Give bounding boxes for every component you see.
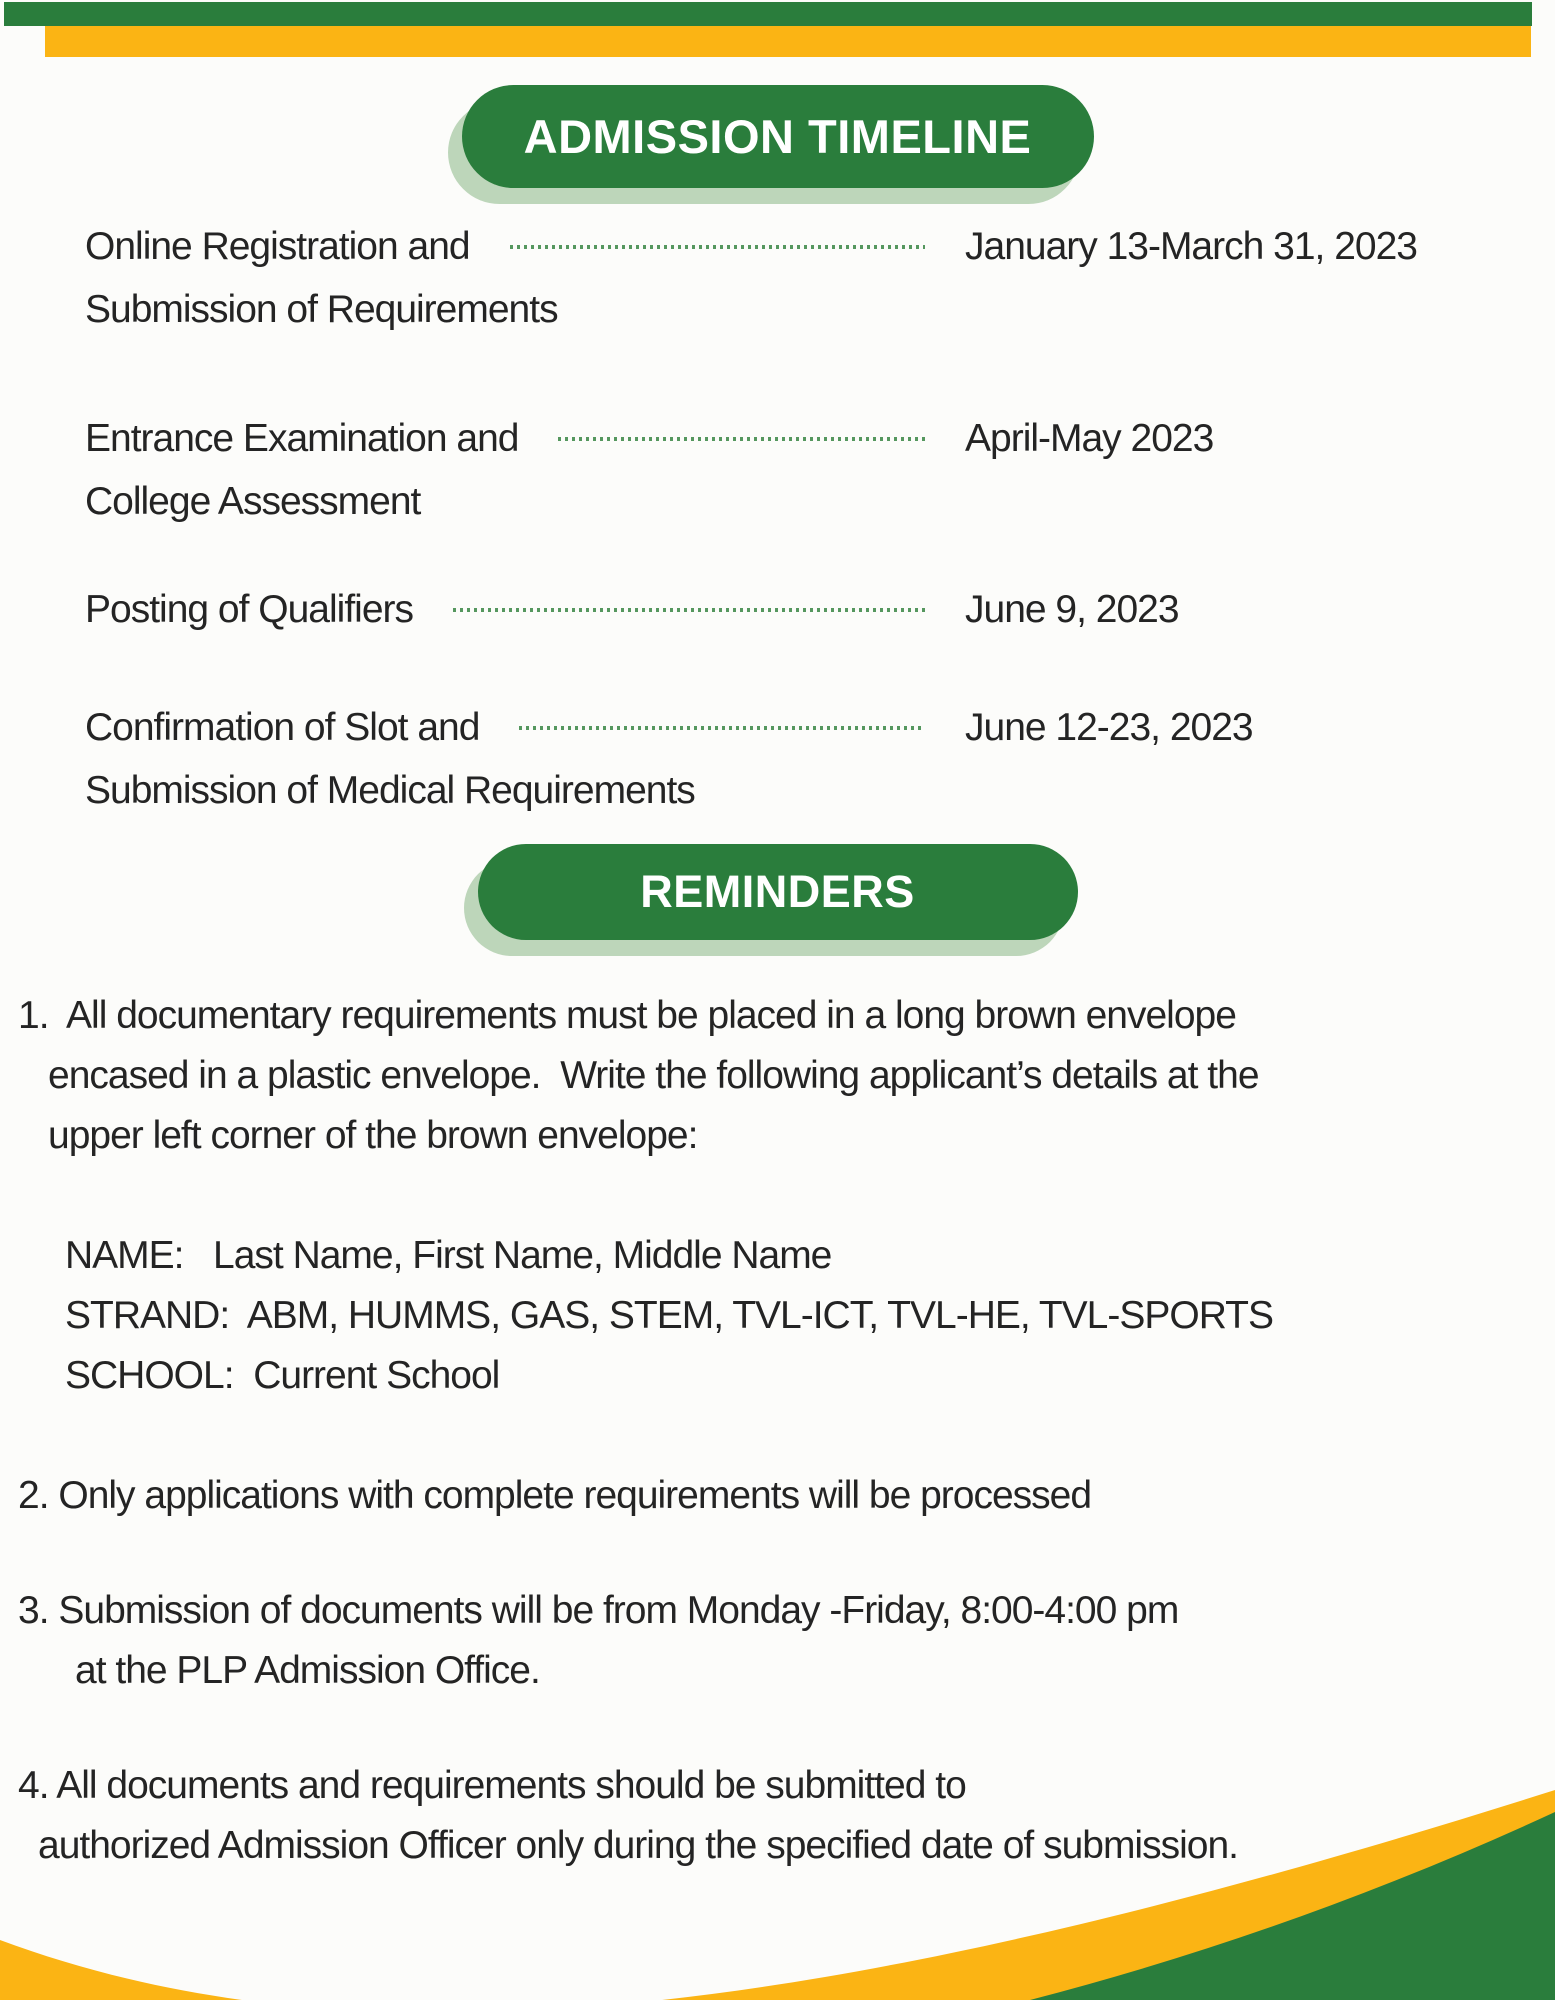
timeline-label-line2: College Assessment bbox=[85, 480, 421, 523]
envelope-strand-line: STRAND: ABM, HUMMS, GAS, STEM, TVL-ICT, TVL-HE, TVL-SPORTS bbox=[65, 1294, 1274, 1337]
dotted-leader bbox=[510, 245, 925, 249]
reminder-1-line2: encased in a plastic envelope. Write the following applicant’s details at the bbox=[48, 1054, 1259, 1097]
reminder-2-line1: 2. Only applications with complete requirements will be processed bbox=[18, 1474, 1092, 1517]
envelope-school-line: SCHOOL: Current School bbox=[65, 1354, 500, 1397]
reminders-list bbox=[0, 986, 1555, 1876]
timeline-label-line2: Submission of Requirements bbox=[85, 288, 558, 331]
admission-timeline-title: ADMISSION TIMELINE bbox=[523, 110, 1032, 163]
timeline-date: June 12-23, 2023 bbox=[965, 706, 1253, 749]
reminders-title-pill bbox=[478, 844, 1078, 940]
dotted-leader bbox=[558, 437, 925, 441]
reminders-title: REMINDERS bbox=[640, 866, 915, 917]
reminder-4-line2: authorized Admission Officer only during the specified date of submission. bbox=[38, 1824, 1238, 1867]
timeline-label-line1: Online Registration and bbox=[85, 225, 470, 268]
admission-timeline-title-pill bbox=[462, 85, 1094, 188]
reminder-item-3 bbox=[0, 1581, 1555, 1701]
reminder-1-line1: 1. All documentary requirements must be placed in a long brown envelope bbox=[18, 994, 1236, 1037]
timeline-row bbox=[85, 578, 1490, 641]
timeline-row bbox=[85, 215, 1490, 341]
timeline-date: January 13-March 31, 2023 bbox=[965, 225, 1417, 268]
timeline-row bbox=[85, 696, 1490, 822]
timeline-label-line2: Submission of Medical Requirements bbox=[85, 769, 695, 812]
timeline-label-line1: Entrance Examination and bbox=[85, 417, 519, 460]
reminder-item-1 bbox=[0, 986, 1555, 1166]
reminder-1-line3: upper left corner of the brown envelope: bbox=[48, 1114, 698, 1157]
reminder-3-line1: 3. Submission of documents will be from Monday -Friday, 8:00-4:00 pm bbox=[18, 1589, 1179, 1632]
timeline-date: April-May 2023 bbox=[965, 417, 1214, 460]
reminder-item-2 bbox=[0, 1466, 1555, 1526]
timeline-date: June 9, 2023 bbox=[965, 588, 1179, 631]
timeline-label-line1: Posting of Qualifiers bbox=[85, 588, 414, 631]
reminder-item-4 bbox=[0, 1756, 1555, 1876]
timeline-row bbox=[85, 407, 1490, 533]
reminder-4-line1: 4. All documents and requirements should be submitted to bbox=[18, 1764, 966, 1807]
reminder-3-line2: at the PLP Admission Office. bbox=[75, 1649, 540, 1692]
dotted-leader bbox=[453, 608, 925, 612]
dotted-leader bbox=[519, 726, 925, 730]
envelope-details-block bbox=[0, 1226, 1555, 1406]
timeline-list bbox=[0, 215, 1555, 822]
envelope-name-line: NAME: Last Name, First Name, Middle Name bbox=[65, 1234, 832, 1277]
timeline-label-line1: Confirmation of Slot and bbox=[85, 706, 480, 749]
